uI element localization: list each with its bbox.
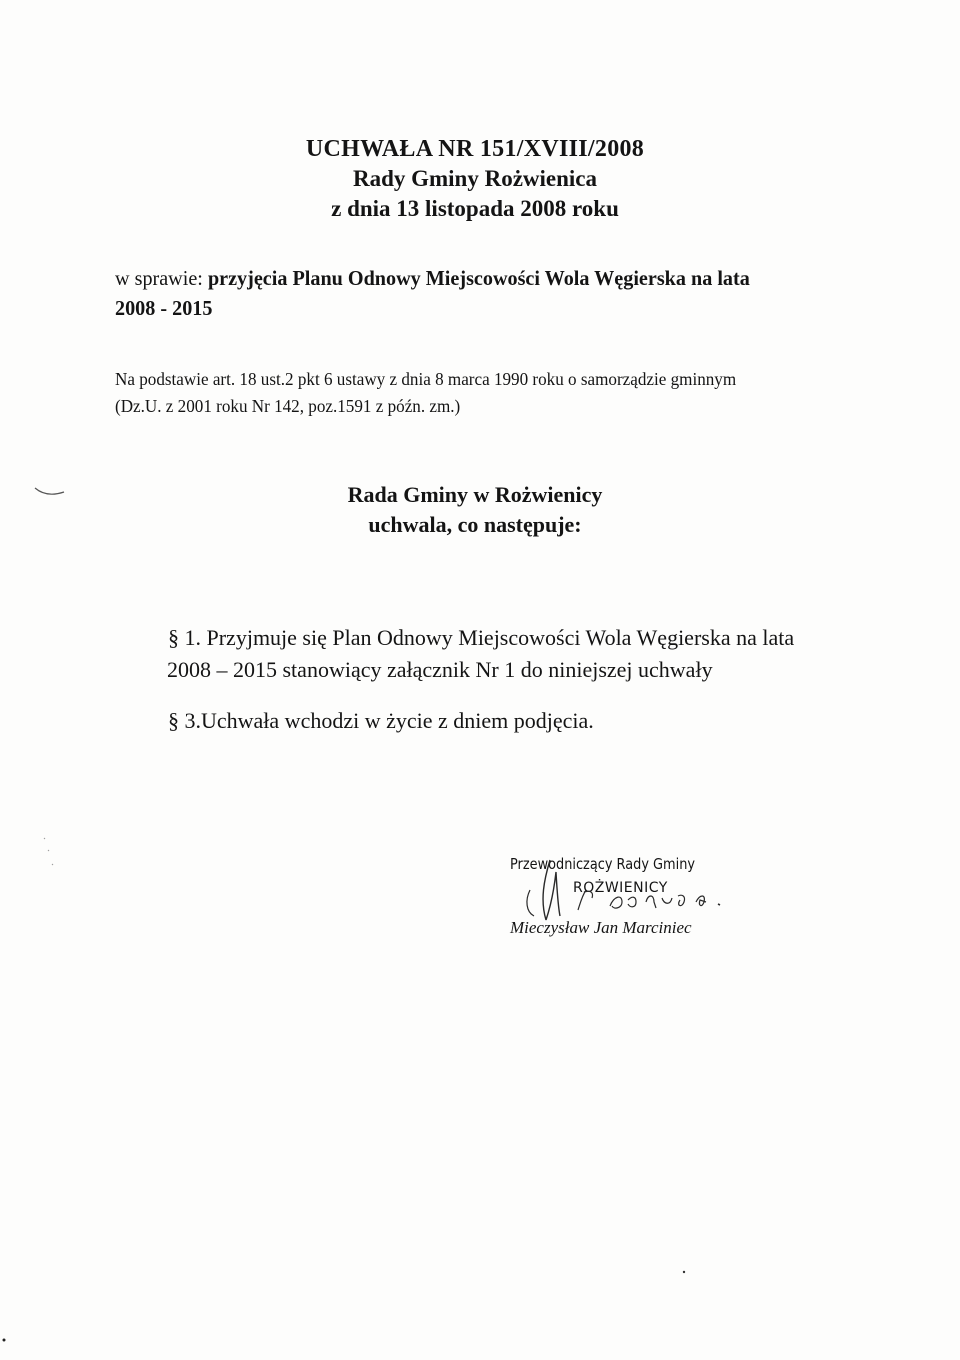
- subject-title-line1: przyjęcia Planu Odnowy Miejscowości Wola Węgierska na lata: [207, 266, 750, 290]
- resolving-clause: [0, 480, 960, 540]
- subject-prefix: w sprawie:: [115, 266, 208, 290]
- resolving-clause-line2: uchwala, co następuje:: [368, 512, 582, 537]
- paragraph-1-marker: § 1.: [168, 625, 201, 650]
- legal-basis: [115, 366, 837, 420]
- subject-title-line2: 2008 - 2015: [115, 296, 213, 320]
- paragraph-3-text: Uchwała wchodzi w życie z dniem podjęcia.: [201, 708, 594, 733]
- resolution-date: z dnia 13 listopada 2008 roku: [331, 196, 619, 221]
- paragraph-3: [168, 705, 868, 737]
- document-header: [0, 134, 960, 224]
- paragraph-3-marker: § 3.: [168, 708, 201, 733]
- speck: [680, 1268, 690, 1278]
- left-margin-dots: [30, 830, 70, 880]
- edge-speck: [0, 1330, 10, 1350]
- signature-stamp: [510, 850, 790, 950]
- legal-basis-line2: (Dz.U. z 2001 roku Nr 142, poz.1591 z późn. zm.): [115, 396, 461, 416]
- resolution-subject: [115, 263, 845, 323]
- stamp-place: ROŻWIENICY: [573, 880, 668, 896]
- resolution-number: UCHWAŁA NR 151/XVIII/2008: [305, 136, 645, 162]
- council-name: Rady Gminy Rożwienica: [352, 166, 598, 191]
- legal-basis-line1: Na podstawie art. 18 ust.2 pkt 6 ustawy z dnia 8 marca 1990 roku o samorządzie gminnym: [115, 369, 737, 389]
- resolving-clause-line1: Rada Gminy w Rożwienicy: [347, 482, 603, 507]
- chairman-name: Mieczysław Jan Marciniec: [510, 918, 692, 937]
- paragraph-1-line1: Przyjmuje się Plan Odnowy Miejscowości Wola Węgierska na lata: [201, 625, 795, 650]
- paragraph-1: [168, 622, 868, 686]
- chairman-title: Przewodniczący Rady Gminy: [510, 855, 696, 873]
- paragraph-1-line2: 2008 – 2015 stanowiący załącznik Nr 1 do niniejszej uchwały: [167, 657, 713, 682]
- left-margin-scratch: [30, 470, 70, 500]
